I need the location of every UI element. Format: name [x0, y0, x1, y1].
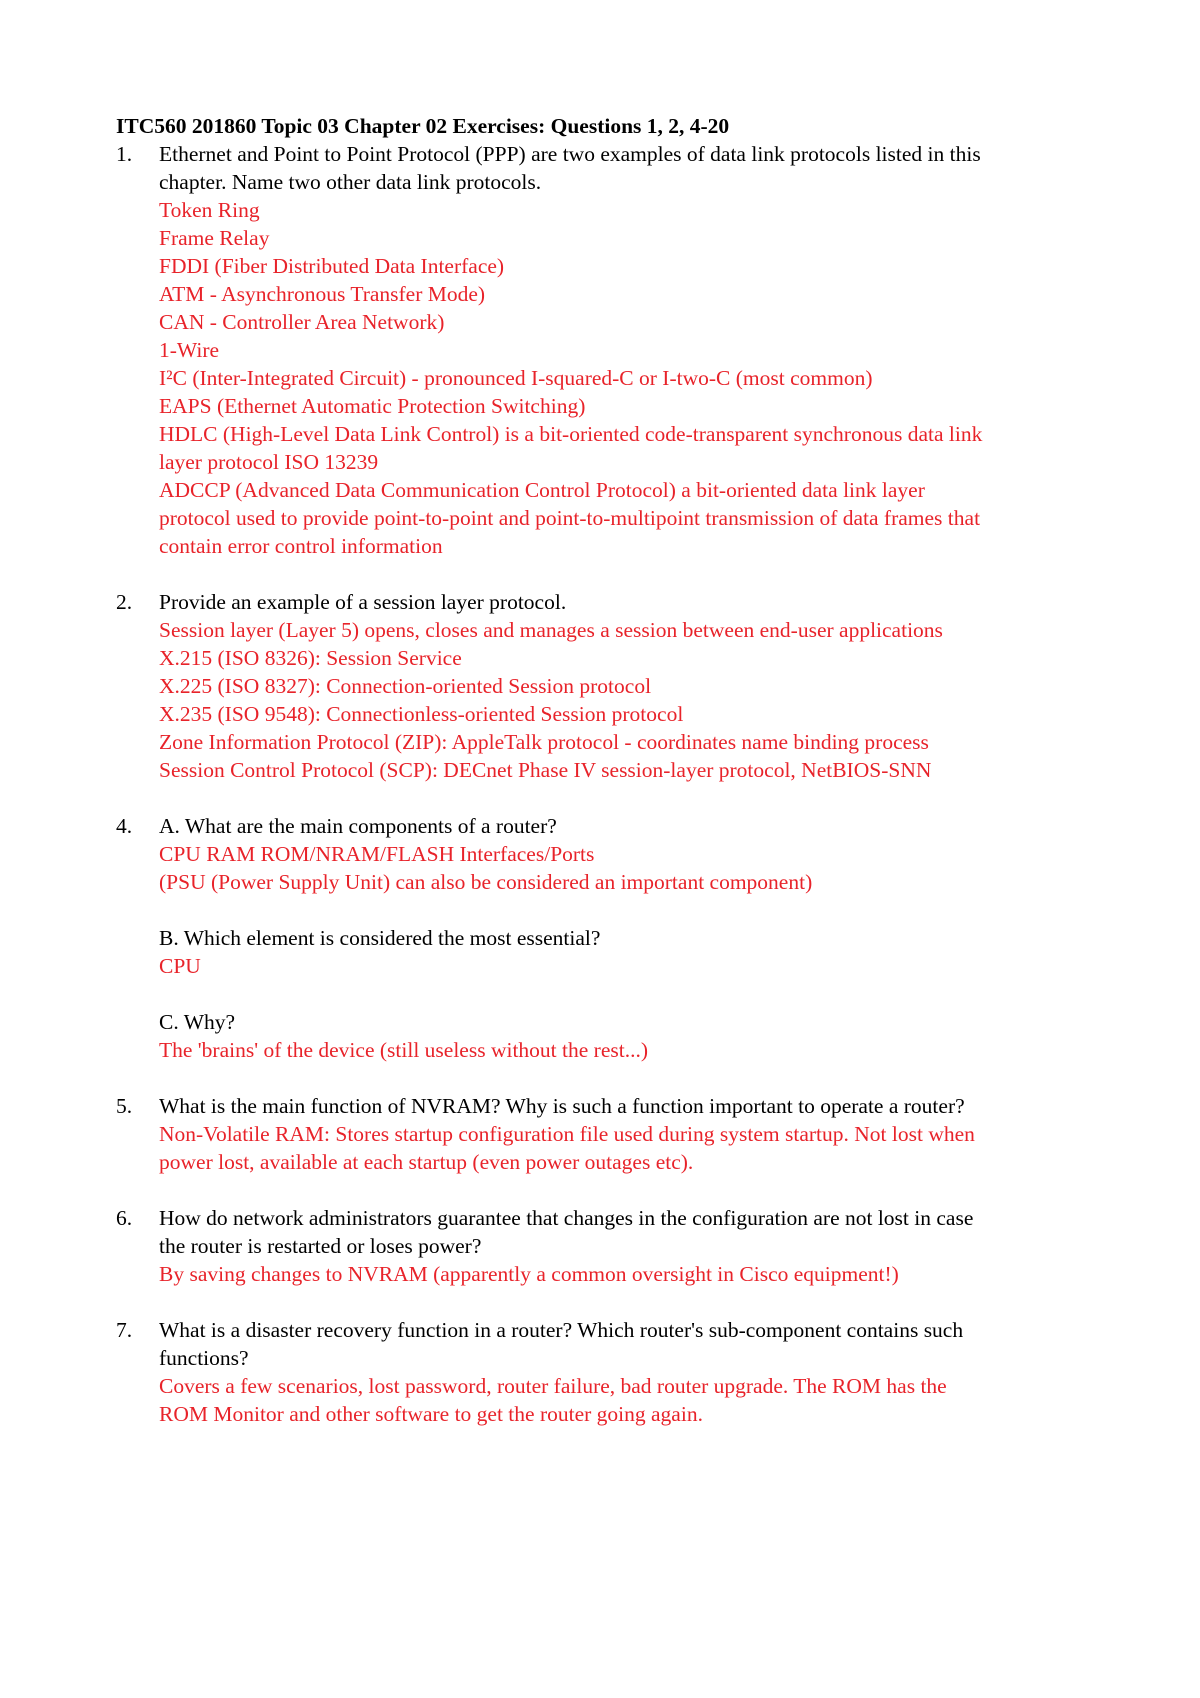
answer-text: CPU RAM ROM/NRAM/FLASH Interfaces/Ports	[159, 842, 595, 866]
answer-text: By saving changes to NVRAM (apparently a common oversight in Cisco equipment!)	[159, 1262, 899, 1286]
question-number: 5.	[116, 1094, 133, 1118]
answer-text: 1-Wire	[159, 338, 220, 362]
question-number: 2.	[116, 590, 133, 614]
question-text: Provide an example of a session layer protocol.	[159, 590, 567, 614]
answer-text: protocol used to provide point-to-point and point-to-multipoint transmission of data frames that	[159, 506, 981, 530]
answer-text: Session Control Protocol (SCP): DECnet Phase IV session-layer protocol, NetBIOS-SNN	[159, 758, 932, 782]
answer-text: CAN - Controller Area Network)	[159, 310, 445, 334]
answer-text: ADCCP (Advanced Data Communication Control Protocol) a bit-oriented data link layer	[159, 478, 925, 502]
answer-text: CPU	[159, 954, 201, 978]
question-number: 1.	[116, 142, 133, 166]
answer-text: Frame Relay	[159, 226, 270, 250]
answer-text: EAPS (Ethernet Automatic Protection Switching)	[159, 394, 586, 418]
question-text: What is the main function of NVRAM? Why is such a function important to operate a router?	[159, 1094, 965, 1118]
question-number: 6.	[116, 1206, 133, 1230]
answer-text: ROM Monitor and other software to get the router going again.	[159, 1402, 703, 1426]
question-text: How do network administrators guarantee that changes in the configuration are not lost in case	[159, 1206, 974, 1230]
answer-text: power lost, available at each startup (even power outages etc).	[159, 1150, 694, 1174]
answer-text: HDLC (High-Level Data Link Control) is a bit-oriented code-transparent synchronous data link	[159, 422, 983, 446]
answer-text: X.215 (ISO 8326): Session Service	[159, 646, 462, 670]
answer-text: Non-Volatile RAM: Stores startup configuration file used during system startup. Not lost when	[159, 1122, 975, 1146]
answer-text: I²C (Inter-Integrated Circuit) - pronounced I-squared-C or I-two-C (most common)	[159, 366, 873, 390]
answer-text: X.235 (ISO 9548): Connectionless-oriented Session protocol	[159, 702, 684, 726]
answer-text: Token Ring	[159, 198, 260, 222]
answer-text: ATM - Asynchronous Transfer Mode)	[159, 282, 486, 306]
answer-text: Zone Information Protocol (ZIP): AppleTalk protocol - coordinates name binding process	[159, 730, 929, 754]
question-text: Ethernet and Point to Point Protocol (PPP) are two examples of data link protocols listed in this	[159, 142, 981, 166]
answer-text: Covers a few scenarios, lost password, router failure, bad router upgrade. The ROM has the	[159, 1374, 947, 1398]
question-text: B. Which element is considered the most essential?	[159, 926, 601, 950]
answer-text: Session layer (Layer 5) opens, closes and manages a session between end-user applications	[159, 618, 943, 642]
answer-text: contain error control information	[159, 534, 443, 558]
question-text: functions?	[159, 1346, 249, 1370]
question-text: A. What are the main components of a router?	[159, 814, 557, 838]
question-number: 7.	[116, 1318, 133, 1342]
answer-text: FDDI (Fiber Distributed Data Interface)	[159, 254, 505, 278]
answer-text: X.225 (ISO 8327): Connection-oriented Session protocol	[159, 674, 652, 698]
document-title: ITC560 201860 Topic 03 Chapter 02 Exercises: Questions 1, 2, 4-20	[116, 114, 730, 138]
question-text: chapter. Name two other data link protocols.	[159, 170, 542, 194]
answer-text: (PSU (Power Supply Unit) can also be considered an important component)	[159, 870, 813, 894]
question-text: What is a disaster recovery function in a router? Which router's sub-component contains such	[159, 1318, 964, 1342]
question-text: the router is restarted or loses power?	[159, 1234, 482, 1258]
question-text: C. Why?	[159, 1010, 236, 1034]
answer-text: The 'brains' of the device (still useless without the rest...)	[159, 1038, 648, 1062]
question-number: 4.	[116, 814, 133, 838]
answer-text: layer protocol ISO 13239	[159, 450, 379, 474]
